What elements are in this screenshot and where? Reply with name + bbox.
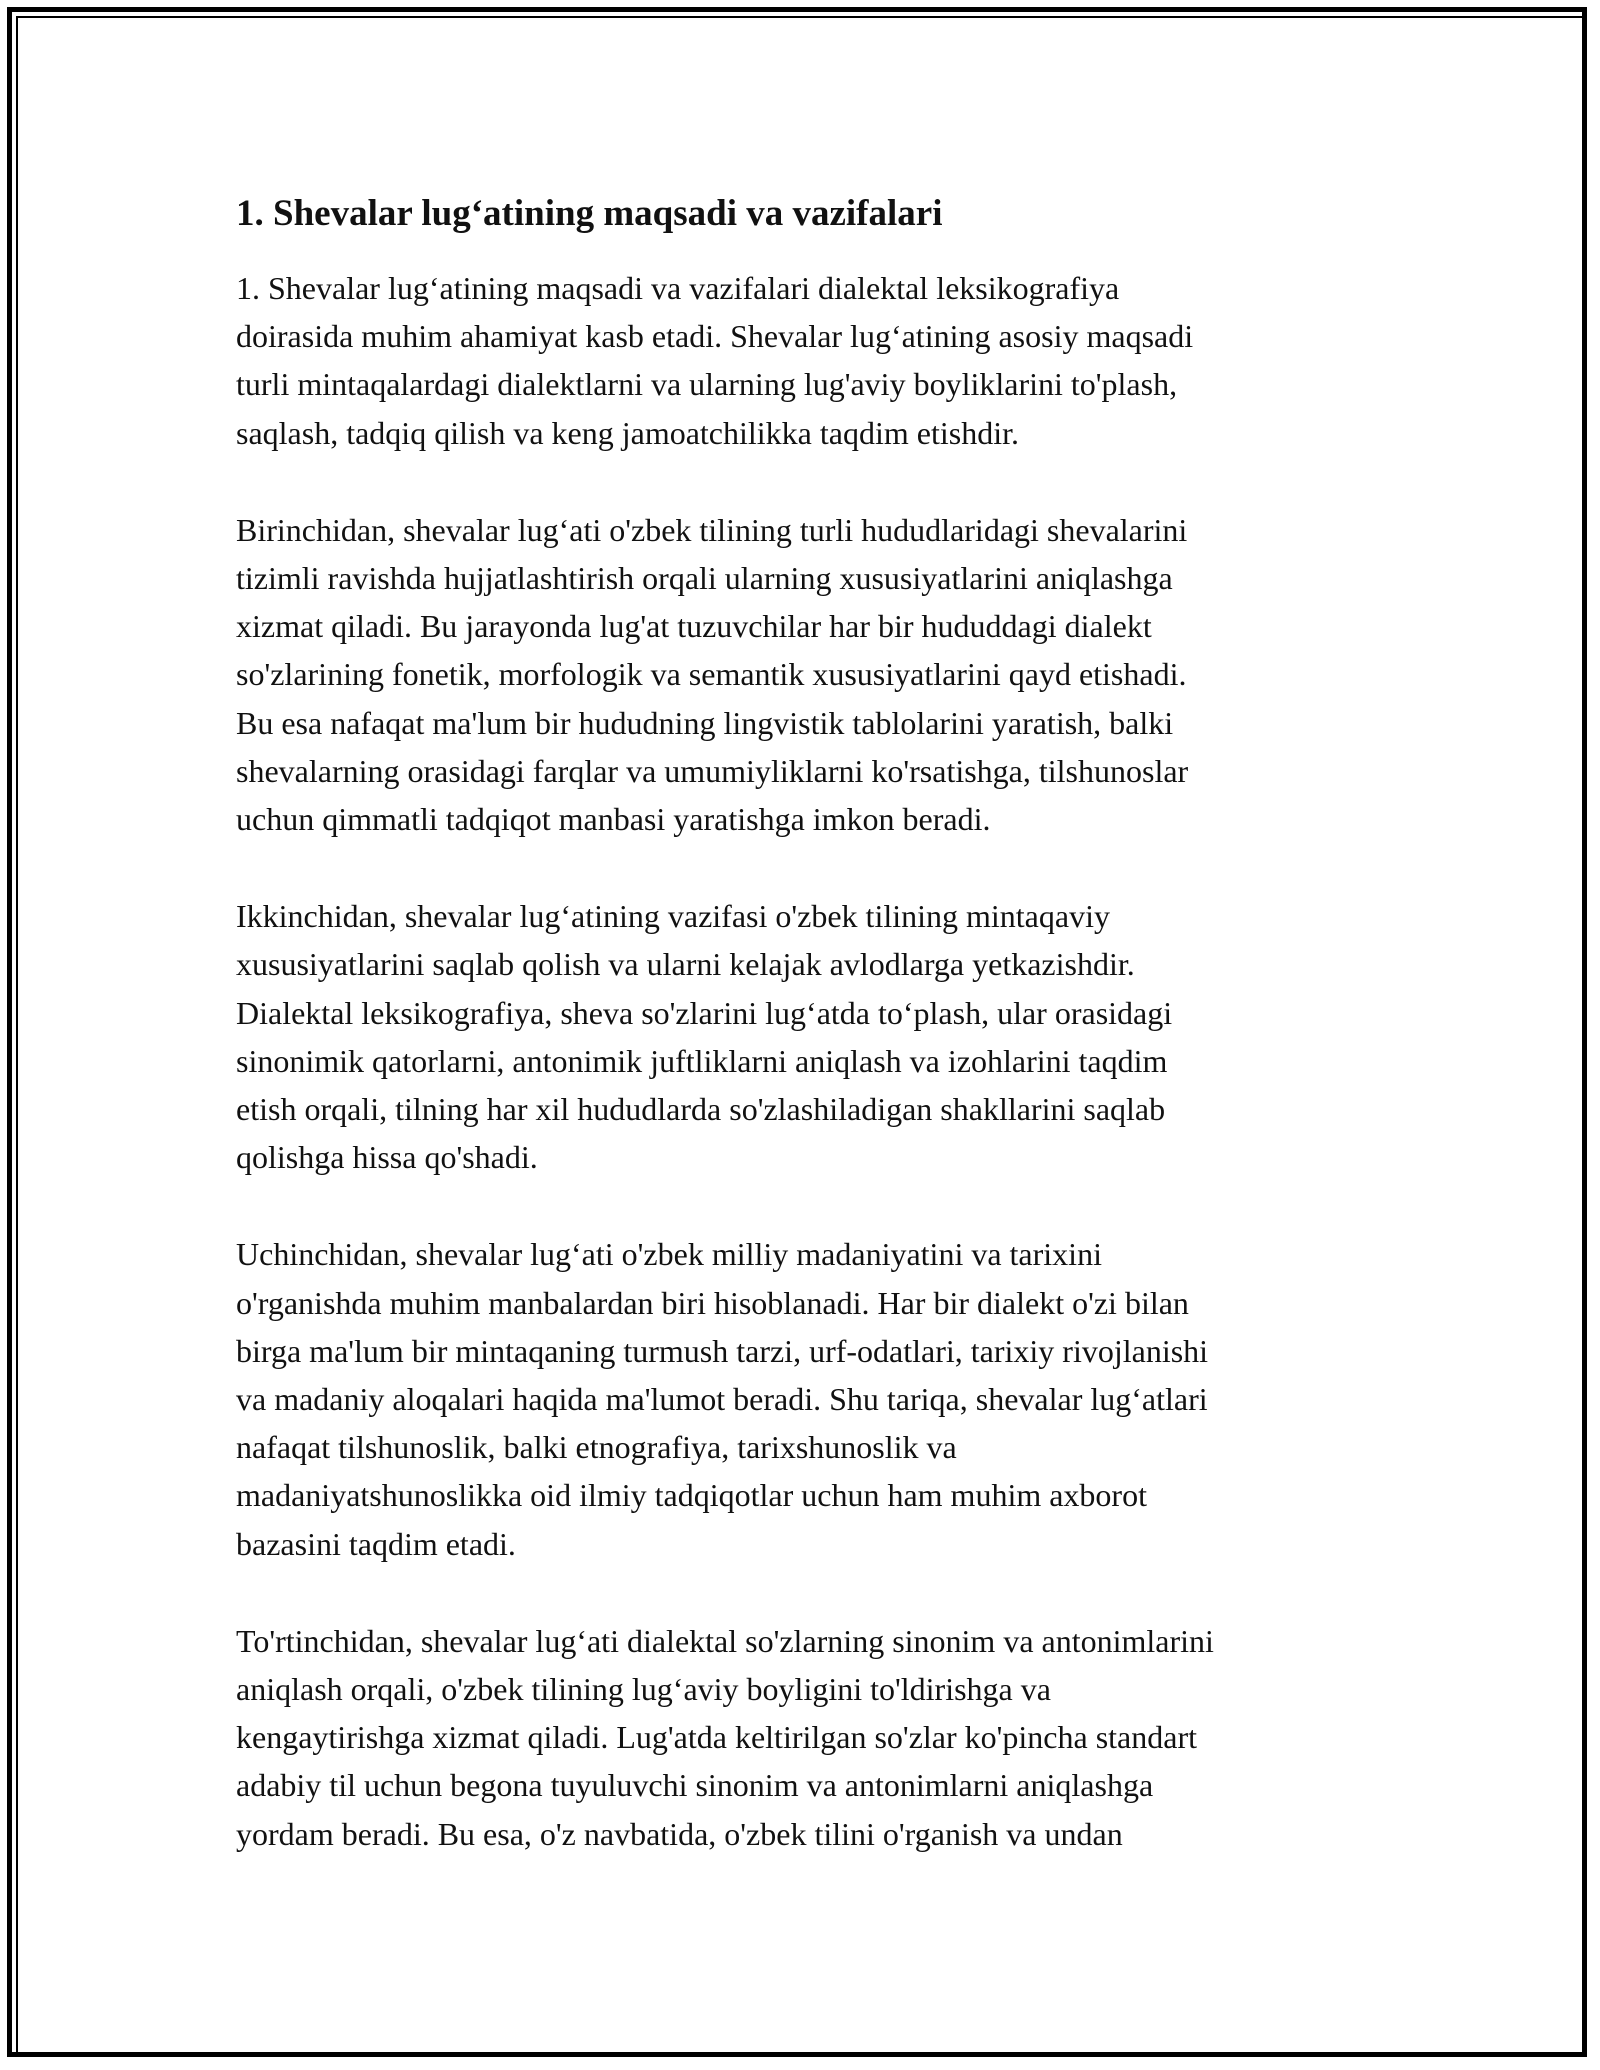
document-title: 1. Shevalar lug‘atining maqsadi va vazifalari <box>236 193 943 234</box>
paragraph-line: madaniyatshunoslikka oid ilmiy tadqiqotlar uchun ham muhim axborot <box>236 1477 1147 1514</box>
paragraph-line: nafaqat tilshunoslik, balki etnografiya, tarixshunoslik va <box>236 1429 957 1466</box>
paragraph-4 <box>236 1230 1366 1567</box>
paragraph-line: aniqlash orqali, o'zbek tilining lug‘aviy boyligini to'ldirishga va <box>236 1671 1051 1708</box>
paragraph-line: va madaniy aloqalari haqida ma'lumot beradi. Shu tariqa, shevalar lug‘atlari <box>236 1381 1208 1418</box>
paragraph-1 <box>236 264 1366 457</box>
paragraph-line: Bu esa nafaqat ma'lum bir hududning lingvistik tablolarini yaratish, balki <box>236 704 1174 741</box>
paragraph-line: 1. Shevalar lug‘atining maqsadi va vazifalari dialektal leksikografiya <box>236 270 1120 306</box>
paragraph-3 <box>236 892 1366 1181</box>
paragraph-line: xizmat qiladi. Bu jarayonda lug'at tuzuvchilar har bir hududdagi dialekt <box>236 608 1152 645</box>
paragraph-line: yordam beradi. Bu esa, o'z navbatida, o'zbek tilini o'rganish va undan <box>236 1815 1123 1852</box>
paragraph-line: etish orqali, tilning har xil hududlarda so'zlashiladigan shakllarini saqlab <box>236 1091 1166 1128</box>
paragraph-line: uchun qimmatli tadqiqot manbasi yaratishga imkon beradi. <box>236 801 991 838</box>
paragraph-line: so'zlarining fonetik, morfologik va semantik xususiyatlarini qayd etishadi. <box>236 656 1187 693</box>
paragraph-line: o'rganishda muhim manbalardan biri hisoblanadi. Har bir dialekt o'zi bilan <box>236 1284 1189 1321</box>
paragraph-line: birga ma'lum bir mintaqaning turmush tarzi, urf-odatlari, tarixiy rivojlanishi <box>236 1332 1209 1369</box>
paragraph-line: tizimli ravishda hujjatlashtirish orqali ularning xususiyatlarini aniqlashga <box>236 560 1173 597</box>
paragraph-line: xususiyatlarini saqlab qolish va ularni kelajak avlodlarga yetkazishdir. <box>236 946 1135 983</box>
paragraph-line: Birinchidan, shevalar lug‘ati o'zbek tilining turli hududlaridagi shevalarini <box>236 511 1188 548</box>
paragraph-5 <box>236 1617 1366 1858</box>
paragraph-line: Ikkinchidan, shevalar lug‘atining vazifasi o'zbek tilining mintaqaviy <box>236 898 1110 935</box>
paragraph-line: To'rtinchidan, shevalar lug‘ati dialektal so'zlarning sinonim va antonimlarini <box>236 1622 1214 1659</box>
paragraph-line: saqlash, tadqiq qilish va keng jamoatchilikka taqdim etishdir. <box>236 414 1019 451</box>
paragraph-line: sinonimik qatorlarni, antonimik juftliklarni aniqlash va izohlarini taqdim <box>236 1042 1168 1079</box>
paragraph-line: qolishga hissa qo'shadi. <box>236 1139 538 1176</box>
paragraph-line: doirasida muhim ahamiyat kasb etadi. Shevalar lug‘atining asosiy maqsadi <box>236 318 1194 355</box>
paragraph-line: adabiy til uchun begona tuyuluvchi sinonim va antonimlarni aniqlashga <box>236 1767 1154 1804</box>
paragraph-line: turli mintaqalardagi dialektlarni va ularning lug'aviy boyliklarini to'plash, <box>236 366 1178 403</box>
paragraph-line: bazasini taqdim etadi. <box>236 1525 516 1562</box>
paragraph-2 <box>236 506 1366 843</box>
paragraph-line: kengaytirishga xizmat qiladi. Lug'atda keltirilgan so'zlar ko'pincha standart <box>236 1719 1197 1756</box>
paragraph-line: shevalarning orasidagi farqlar va umumiyliklarni ko'rsatishga, tilshunoslar <box>236 752 1189 789</box>
paragraph-line: Dialektal leksikografiya, sheva so'zlarini lug‘atda to‘plash, ular orasidagi <box>236 994 1173 1031</box>
document-body <box>236 186 1366 1907</box>
paragraph-line: Uchinchidan, shevalar lug‘ati o'zbek milliy madaniyatini va tarixini <box>236 1236 1102 1273</box>
